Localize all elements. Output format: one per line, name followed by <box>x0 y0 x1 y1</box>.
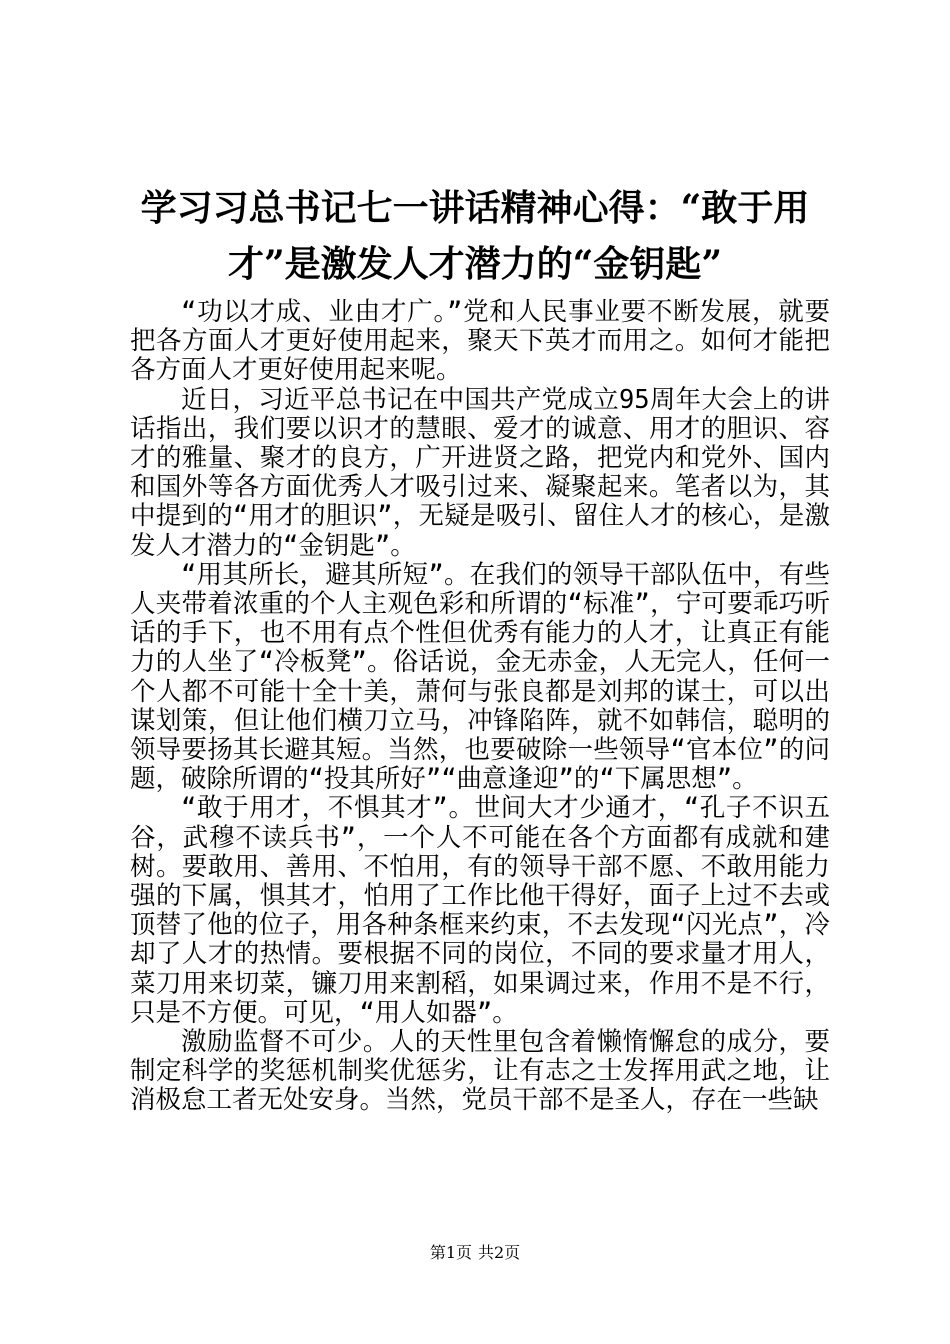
page-total: 共2页 <box>478 1243 521 1262</box>
paragraph: “用其所长，避其所短”。在我们的领导干部队伍中，有些人夹带着浓重的个人主观色彩和所谓的“标准”，宁可要乖巧听话的手下，也不用有点个性但优秀有能力的人才，让真正有能力的人坐了“冷板凳”。俗话说，金无赤金，人无完人，任何一个人都不可能十全十美，萧何与张良都是刘邦的谋士，可以出谋划策，但让他们横刀立马，冲锋陷阵，就不如韩信，聪明的领导要扬其长避其短。当然，也要破除一些领导“官本位”的问题，破除所谓的“投其所好”“曲意逢迎”的“下属思想”。 <box>130 559 830 795</box>
page-number: 第1页 <box>429 1243 472 1262</box>
page-footer <box>0 1243 950 1263</box>
paragraph: “敢于用才，不惧其才”。世间大才少通才，“孔子不识五谷，武穆不读兵书”，一个人不可能在各个方面都有成就和建树。要敢用、善用、不怕用，有的领导干部不愿、不敢用能力强的下属，惧其才，怕用了工作比他干得好，面子上过不去或顶替了他的位子，用各种条框来约束，不去发现“闪光点”，冷却了人才的热情。要根据不同的岗位，不同的要求量才用人，菜刀用来切菜，镰刀用来割稻，如果调过来，作用不是不行，只是不方便。可见，“用人如器”。 <box>130 793 830 1028</box>
paragraph: 近日，习近平总书记在中国共产党成立95周年大会上的讲话指出，我们要以识才的慧眼、爱才的诚意、用才的胆识、容才的雅量、聚才的良方，广开进贤之路，把党内和党外、国内和国外等各方面优秀人才吸引过来、凝聚起来。笔者以为，其中提到的“用才的胆识”，无疑是吸引、留住人才的核心，是激发人才潜力的“金钥匙”。 <box>130 384 830 561</box>
document-body <box>130 298 830 1116</box>
document-title: 学习习总书记七一讲话精神心得：“敢于用才”是激发人才潜力的“金钥匙” <box>140 187 810 285</box>
paragraph: 激励监督不可少。人的天性里包含着懒惰懈怠的成分，要制定科学的奖惩机制奖优惩劣，让有志之士发挥用武之地，让消极怠工者无处安身。当然，党员干部不是圣人，存在一些缺 <box>130 1027 830 1116</box>
paragraph: “功以才成、业由才广。”党和人民事业要不断发展，就要把各方面人才更好使用起来，聚天下英才而用之。如何才能把各方面人才更好使用起来呢。 <box>130 297 830 386</box>
